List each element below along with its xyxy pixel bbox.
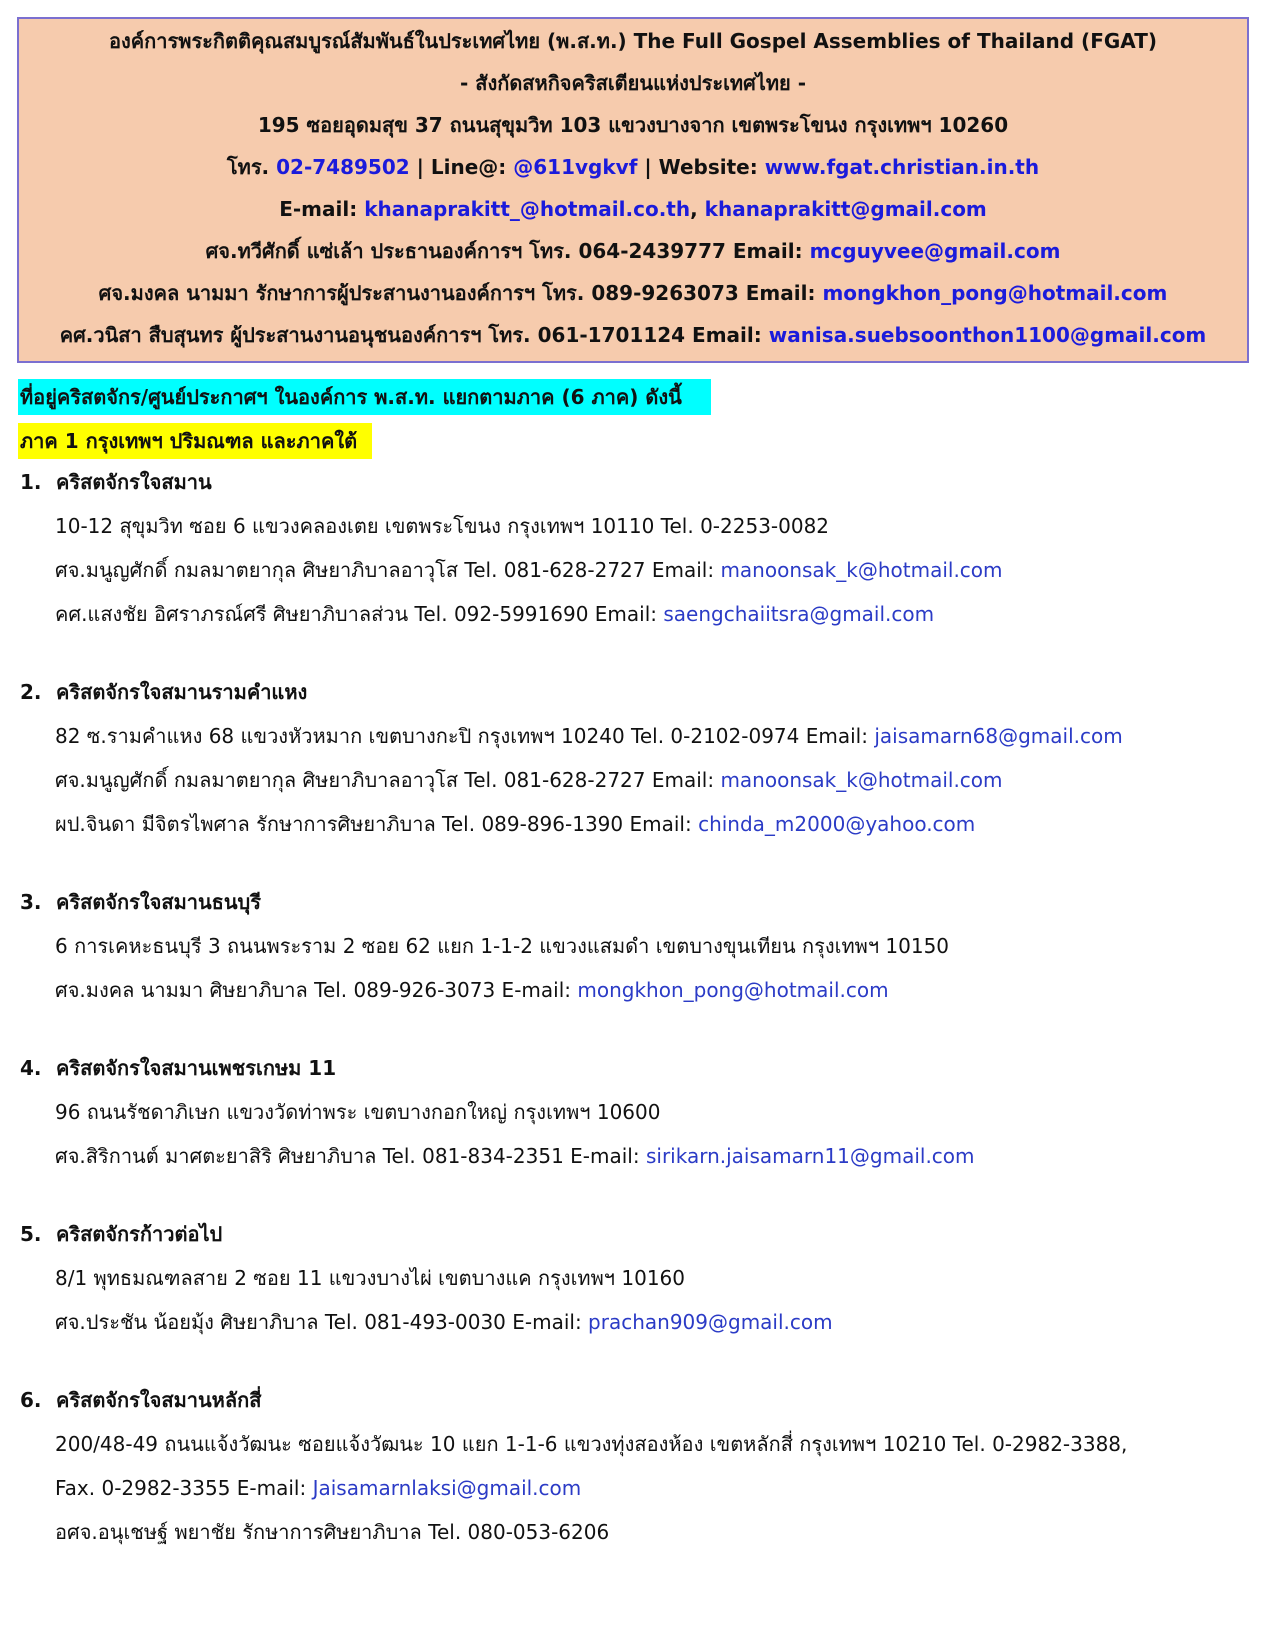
church-pastor [55, 976, 889, 1004]
phone-label: โทร. [226, 155, 277, 179]
church-pastor [55, 600, 934, 628]
church-name: คริสตจักรใจสมาน [56, 470, 212, 494]
officer-president [19, 237, 1247, 265]
website-link[interactable]: www.fgat.christian.in.th [764, 155, 1040, 179]
org-email-line [19, 195, 1247, 223]
line-text: 10-12 สุขุมวิท ซอย 6 แขวงคลองเตย เขตพระโขนง กรุงเทพฯ 10110 Tel. 0-2253-0082 [55, 514, 830, 538]
church-address [55, 722, 1123, 750]
church-address [55, 512, 829, 540]
church-name: คริสตจักรก้าวต่อไป [56, 1222, 223, 1246]
church-address [55, 932, 949, 960]
email-label: E-mail: [279, 197, 365, 221]
line-text: 200/48-49 ถนนแจ้งวัฒนะ ซอยแจ้งวัฒนะ 10 แยก 1-1-6 แขวงทุ่งสองห้อง เขตหลักสี่ กรุงเทพฯ 10210 Tel. 0-2982-3388, [55, 1432, 1128, 1456]
church-name: คริสตจักรใจสมานรามคำแหง [56, 680, 308, 704]
officer-coordinator [19, 279, 1247, 307]
church-address [55, 1098, 660, 1126]
line-text: ผป.จินดา มีจิตรไพศาล รักษาการศิษยาภิบาล Tel. 089-896-1390 Email: [55, 812, 699, 836]
church-title [20, 1054, 336, 1082]
officer-email-link[interactable]: mcguyvee@gmail.com [809, 239, 1061, 263]
church-title [20, 888, 261, 916]
line-label: | Line@: [409, 155, 514, 179]
region-heading: ภาค 1 กรุงเทพฯ ปริมณฑล และภาคใต้ [18, 423, 372, 459]
church-number: 5. [20, 1222, 42, 1246]
church-title [20, 468, 212, 496]
church-pastor [55, 766, 1003, 794]
church-number: 1. [20, 470, 42, 494]
church-title [20, 678, 307, 706]
church-title [20, 1220, 222, 1248]
line-text: Fax. 0-2982-3355 E-mail: [55, 1476, 313, 1500]
email-link[interactable]: mongkhon_pong@hotmail.com [577, 978, 889, 1002]
officer-email-link[interactable]: mongkhon_pong@hotmail.com [822, 281, 1168, 305]
church-name: คริสตจักรใจสมานหลักสี่ [56, 1388, 262, 1412]
church-name: คริสตจักรใจสมานเพชรเกษม 11 [56, 1056, 337, 1080]
church-address [55, 1430, 1127, 1458]
line-text: 8/1 พุทธมณฑลสาย 2 ซอย 11 แขวงบางไผ่ เขตบางแค กรุงเทพฯ 10160 [55, 1266, 686, 1290]
email-link[interactable]: saengchaiitsra@gmail.com [663, 602, 935, 626]
email-link[interactable]: Jaisamarnlaksi@gmail.com [312, 1476, 582, 1500]
officer-text: ศจ.มงคล นามมา รักษาการผู้ประสานงานองค์การฯ โทร. 089-9263073 Email: [98, 281, 823, 305]
officer-email-link[interactable]: wanisa.suebsoonthon1100@gmail.com [768, 323, 1207, 347]
org-address: 195 ซอยอุดมสุข 37 ถนนสุขุมวิท 103 แขวงบางจาก เขตพระโขนง กรุงเทพฯ 10260 [257, 113, 1009, 137]
email-link[interactable]: prachan909@gmail.com [588, 1310, 833, 1334]
line-text: 82 ซ.รามคำแหง 68 แขวงหัวหมาก เขตบางกะปิ กรุงเทพฯ 10240 Tel. 0-2102-0974 Email: [55, 724, 875, 748]
org-title: องค์การพระกิตติคุณสมบูรณ์สัมพันธ์ในประเทศไทย (พ.ส.ท.) The Full Gospel Assemblies of Thailand (FGAT) [109, 29, 1157, 53]
email-link[interactable]: manoonsak_k@hotmail.com [720, 558, 1003, 582]
line-id-link[interactable]: @611vgkvf [513, 155, 638, 179]
organization-header-box [17, 17, 1249, 363]
church-number: 4. [20, 1056, 42, 1080]
email-link[interactable]: manoonsak_k@hotmail.com [720, 768, 1003, 792]
church-name: คริสตจักรใจสมานธนบุรี [56, 890, 261, 914]
officer-text: คศ.วนิสา สืบสุนทร ผู้ประสานงานอนุชนองค์การฯ โทร. 061-1701124 Email: [59, 323, 769, 347]
church-number: 2. [20, 680, 42, 704]
email-separator: , [690, 197, 705, 221]
line-text: ศจ.มนูญศักดิ์ กมลมาตยากุล ศิษยาภิบาลอาวุโส Tel. 081-628-2727 Email: [55, 768, 721, 792]
line-text: ศจ.มนูญศักดิ์ กมลมาตยากุล ศิษยาภิบาลอาวุโส Tel. 081-628-2727 Email: [55, 558, 721, 582]
email-link-hotmail[interactable]: khanaprakitt_@hotmail.co.th [364, 197, 691, 221]
line-text: ศจ.มงคล นามมา ศิษยาภิบาล Tel. 089-926-3073 E-mail: [55, 978, 578, 1002]
church-fax [55, 1474, 581, 1502]
church-number: 6. [20, 1388, 42, 1412]
church-pastor [55, 556, 1003, 584]
church-title [20, 1386, 261, 1414]
church-address [55, 1264, 685, 1292]
line-text: ศจ.ประชัน น้อยมุ้ง ศิษยาภิบาล Tel. 081-493-0030 E-mail: [55, 1310, 589, 1334]
email-link-gmail[interactable]: khanaprakitt@gmail.com [704, 197, 987, 221]
church-pastor [55, 1142, 975, 1170]
church-pastor [55, 1518, 609, 1546]
church-number: 3. [20, 890, 42, 914]
section-heading: ที่อยู่คริสตจักร/ศูนย์ประกาศฯ ในองค์การ พ.ส.ท. แยกตามภาค (6 ภาค) ดังนี้ [18, 379, 711, 415]
website-label: | Website: [637, 155, 765, 179]
line-text: 6 การเคหะธนบุรี 3 ถนนพระราม 2 ซอย 62 แยก 1-1-2 แขวงแสมดำ เขตบางขุนเทียน กรุงเทพฯ 10150 [55, 934, 950, 958]
org-affiliation: - สังกัดสหกิจคริสเตียนแห่งประเทศไทย - [459, 71, 807, 95]
line-text: ศจ.สิริกานต์ มาศตะยาสิริ ศิษยาภิบาล Tel. 081-834-2351 E-mail: [55, 1144, 646, 1168]
email-link[interactable]: jaisamarn68@gmail.com [874, 724, 1123, 748]
church-pastor [55, 810, 975, 838]
line-text: อศจ.อนุเชษฐ์ พยาชัย รักษาการศิษยาภิบาล Tel. 080-053-6206 [55, 1520, 610, 1544]
line-text: คศ.แสงชัย อิศราภรณ์ศรี ศิษยาภิบาลส่วน Tel. 092-5991690 Email: [55, 602, 664, 626]
line-text: 96 ถนนรัชดาภิเษก แขวงวัดท่าพระ เขตบางกอกใหญ่ กรุงเทพฯ 10600 [55, 1100, 661, 1124]
church-pastor [55, 1308, 833, 1336]
officer-youth-coordinator [19, 321, 1247, 349]
officer-text: ศจ.ทวีศักดิ์ แซ่เล้า ประธานองค์การฯ โทร. 064-2439777 Email: [205, 239, 810, 263]
phone-link[interactable]: 02-7489502 [276, 155, 410, 179]
org-contact-line [19, 153, 1247, 181]
email-link[interactable]: sirikarn.jaisamarn11@gmail.com [645, 1144, 975, 1168]
email-link[interactable]: chinda_m2000@yahoo.com [698, 812, 976, 836]
